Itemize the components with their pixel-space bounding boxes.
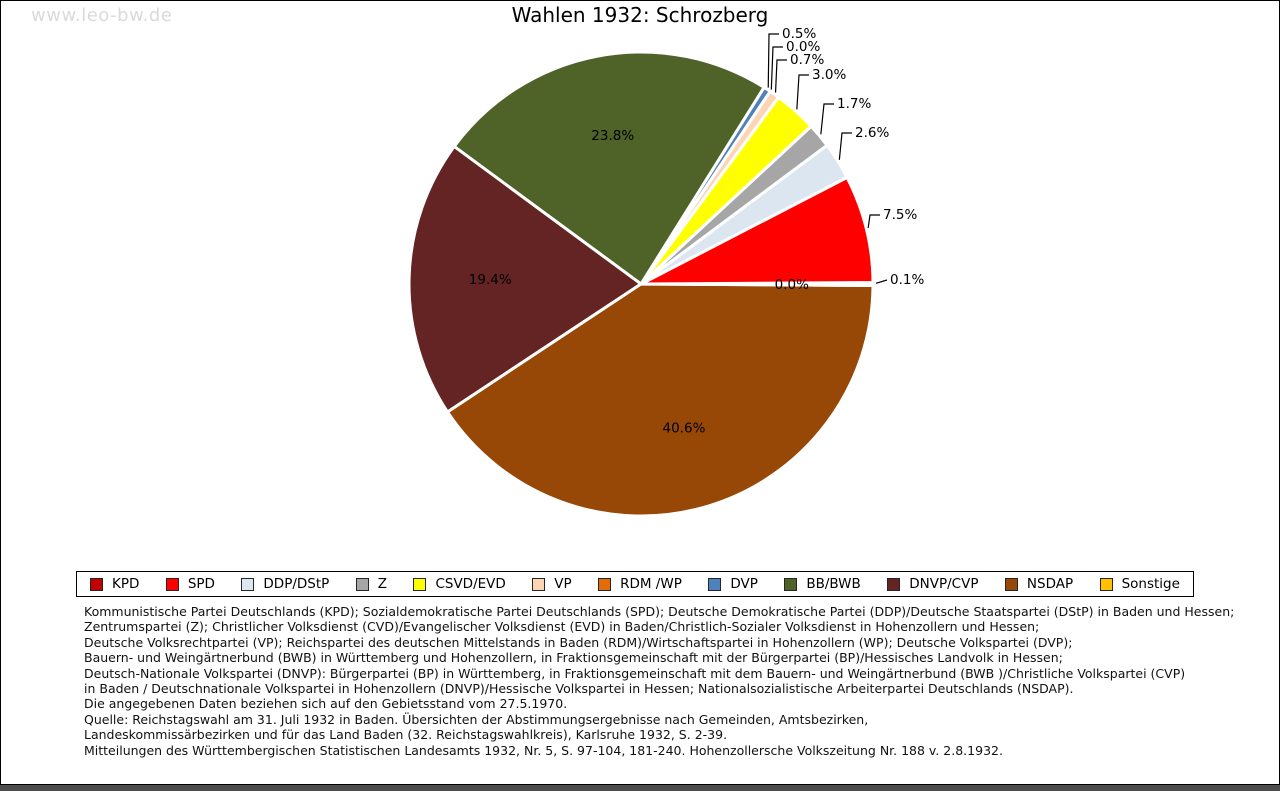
- label-leader-line: [876, 280, 887, 283]
- pie-percent-label: 0.5%: [782, 26, 817, 42]
- legend-swatch-icon: [598, 578, 611, 591]
- legend-swatch-icon: [532, 578, 545, 591]
- pie-percent-label: 23.8%: [591, 127, 635, 144]
- legend: [76, 571, 1194, 597]
- pie-slice-sonstige: [641, 284, 873, 285]
- legend-item-spd: [166, 576, 215, 592]
- legend-label: DNVP/CVP: [909, 576, 979, 592]
- pie-percent-label: 7.5%: [883, 207, 918, 223]
- legend-label: Sonstige: [1121, 576, 1180, 592]
- legend-label: KPD: [112, 576, 140, 592]
- legend-label: DVP: [730, 576, 758, 592]
- leo-bw-watermark: www.leo-bw.de: [31, 5, 173, 26]
- legend-swatch-icon: [1005, 578, 1018, 591]
- source-note: [84, 712, 1234, 758]
- source-note-line: Quelle: Reichstagswahl am 31. Juli 1932 in Baden. Übersichten der Abstimmungsergebnisse nach Gemeinden, Amtsbezirken,: [84, 711, 869, 727]
- legend-swatch-icon: [241, 578, 254, 591]
- legend-item-bb-bwb: [784, 576, 860, 592]
- label-leader-line: [776, 60, 787, 93]
- legend-swatch-icon: [784, 578, 797, 591]
- legend-item-dvp: [708, 576, 758, 592]
- party-definitions-line: Deutsche Volksrechtpartei (VP); Reichspartei des deutschen Mittelstands in Baden (RDM)/Wirtschaftspartei in Hohenzollern (WP); Deutsche Volkspartei (DVP);: [84, 634, 1073, 650]
- pie-percent-label: 19.4%: [468, 272, 512, 289]
- party-definitions-line: in Baden / Deutschnationale Volkspartei in Hohenzollern (DNVP)/Hessische Volkspartei in Hessen; Nationalsozialistische Arbeiterpartei Deutschlands (NSDAP).: [84, 681, 1074, 697]
- legend-label: Z: [377, 576, 387, 592]
- chart-title: Wahlen 1932: Schrozberg: [511, 3, 769, 27]
- legend-label: RDM /WP: [620, 576, 682, 592]
- legend-label: SPD: [187, 576, 215, 592]
- legend-item-nsdap: [1005, 576, 1073, 592]
- territorial-note: Die angegebenen Daten beziehen sich auf den Gebietsstand vom 27.5.1970.: [84, 696, 568, 712]
- legend-item-vp: [532, 576, 571, 592]
- legend-label: CSVD/EVD: [435, 576, 506, 592]
- legend-label: NSDAP: [1026, 576, 1074, 592]
- pie-percent-label: 0.7%: [790, 52, 825, 68]
- legend-item-dnvp-cvp: [887, 576, 978, 592]
- legend-item-kpd: [90, 576, 139, 592]
- pie-percent-label: 1.7%: [837, 96, 872, 112]
- party-definitions-line: Zentrumspartei (Z); Christlicher Volksdienst (CVD)/Evangelischer Volksdienst (EVD) in Baden/Christlich-Sozialer Volksdienst in Hohenzollern und Hessen;: [84, 619, 1040, 635]
- legend-swatch-icon: [166, 578, 179, 591]
- legend-item-csvd-evd: [413, 576, 505, 592]
- pie-percent-label: 0.0%: [774, 276, 809, 293]
- pie-percent-label: 0.0%: [786, 39, 821, 55]
- party-definitions-line: Deutsch-Nationale Volkspartei (DNVP): Bürgerpartei (BP) in Württemberg, in Fraktionsgemeinschaft mit dem Bauern- und Weingärtnerbund (BWB )/Christliche Volkspartei (CVP): [84, 665, 1186, 681]
- source-note-line: Landeskommissärbezirken und für das Land Baden (32. Reichstagswahlkreis), Karlsruhe 1932, S. 2-39.: [84, 727, 728, 743]
- footnotes: [84, 604, 1234, 758]
- legend-swatch-icon: [413, 578, 426, 591]
- label-leader-line: [839, 133, 852, 160]
- label-leader-line: [868, 215, 880, 228]
- legend-item-ddp-dstp: [241, 576, 329, 592]
- legend-label: BB/BWB: [806, 576, 861, 592]
- legend-swatch-icon: [1100, 578, 1113, 591]
- legend-item-sonstige: [1100, 576, 1180, 592]
- legend-item-rdm-wp: [598, 576, 682, 592]
- legend-label: VP: [554, 576, 572, 592]
- legend-swatch-icon: [887, 578, 900, 591]
- pie-chart: [1, 1, 1279, 567]
- legend-item-z: [356, 576, 387, 592]
- legend-swatch-icon: [708, 578, 721, 591]
- legend-swatch-icon: [356, 578, 369, 591]
- pie-percent-label: 40.6%: [662, 420, 706, 437]
- legend-label: DDP/DStP: [263, 576, 330, 592]
- label-leader-line: [797, 75, 809, 109]
- party-definitions-line: Bauern- und Weingärtnerbund (BWB) in Württemberg und Hohenzollern, in Fraktionsgemeinschaft mit der Bürgerpartei (BP)/Hessisches Landvolk in Hessen;: [84, 650, 1063, 666]
- label-leader-line: [821, 104, 834, 134]
- window-edge-bar: [0, 785, 1280, 791]
- party-definitions: [84, 604, 1234, 696]
- legend-swatch-icon: [90, 578, 103, 591]
- pie-percent-label: 0.1%: [890, 272, 925, 288]
- source-note-line: Mitteilungen des Württembergischen Statistischen Landesamts 1932, Nr. 5, S. 97-104, 181-240. Hohenzollersche Volkszeitung Nr. 188 v. 2.8.1932.: [84, 742, 1003, 758]
- pie-percent-label: 3.0%: [812, 67, 847, 83]
- party-definitions-line: Kommunistische Partei Deutschlands (KPD); Sozialdemokratische Partei Deutschlands (SPD); Deutsche Demokratische Partei (DDP)/Deutsche Staatspartei (DStP) in Baden und Hessen;: [84, 604, 1235, 619]
- pie-percent-label: 2.6%: [855, 125, 890, 141]
